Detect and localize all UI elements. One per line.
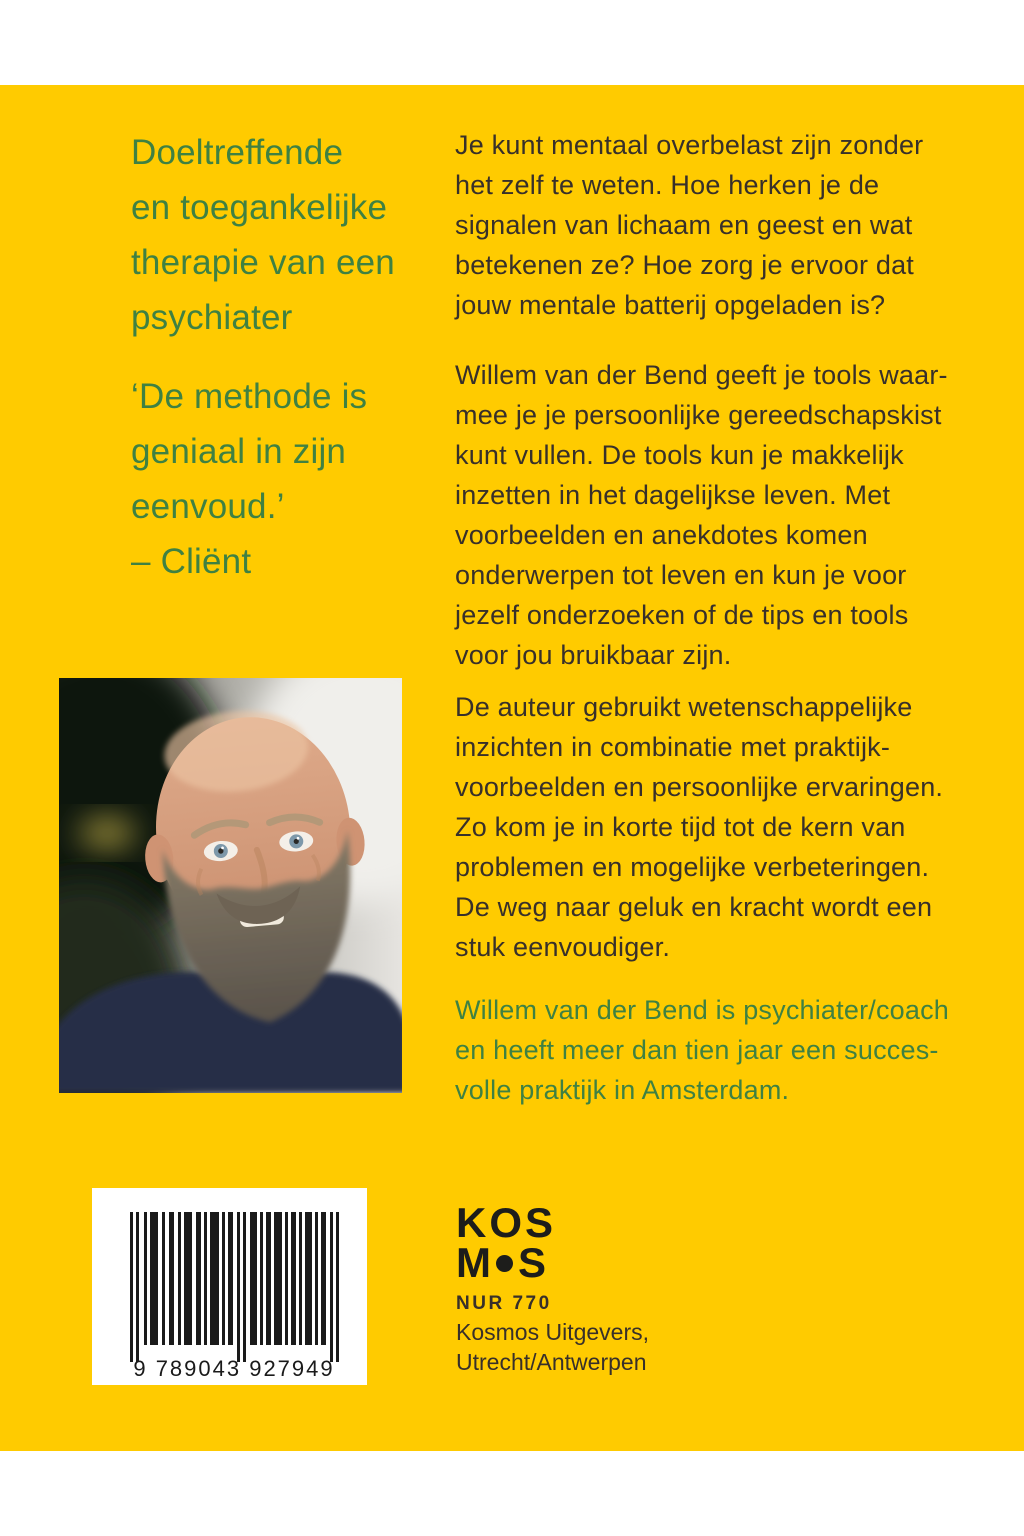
- logo-dot-icon: [496, 1255, 513, 1272]
- barcode: [92, 1188, 367, 1385]
- tagline: [131, 125, 395, 345]
- bio-line: volle praktijk in Amsterdam.: [455, 1075, 790, 1105]
- author-photo: [59, 678, 402, 1093]
- paragraph-line: voorbeelden en persoonlijke ervaringen.: [455, 772, 944, 802]
- kosmos-logo-m: M: [456, 1239, 494, 1286]
- paragraph-line: mee je je persoonlijke gereedschapskist: [455, 400, 942, 430]
- kosmos-logo: [456, 1199, 557, 1286]
- author-bio: [455, 990, 949, 1110]
- tagline-line: Doeltreffende: [131, 133, 344, 172]
- paragraph-line: inzichten in combinatie met praktijk-: [455, 732, 891, 762]
- publisher-name: Kosmos Uitgevers,: [456, 1319, 650, 1345]
- paragraph-line: betekenen ze? Hoe zorg je ervoor dat: [455, 250, 914, 280]
- client-quote: [131, 369, 367, 589]
- method-paragraph: [455, 687, 943, 967]
- kosmos-logo-row2: [456, 1239, 556, 1286]
- tagline-line: therapie van een: [131, 243, 395, 282]
- tagline-line: en toegankelijke: [131, 188, 388, 227]
- quote-line: eenvoud.’: [131, 487, 285, 526]
- tools-paragraph: [455, 355, 948, 675]
- paragraph-line: Je kunt mentaal overbelast zijn zonder: [455, 130, 924, 160]
- paragraph-line: problemen en mogelijke verbeteringen.: [455, 852, 930, 882]
- paragraph-line: jouw mentale batterij opgeladen is?: [455, 290, 886, 320]
- paragraph-line: signalen van lichaam en geest en wat: [455, 210, 913, 240]
- quote-line: – Cliënt: [131, 542, 252, 581]
- bio-line: en heeft meer dan tien jaar een succes-: [455, 1035, 939, 1065]
- paragraph-line: voor jou bruikbaar zijn.: [455, 640, 732, 670]
- kosmos-logo-row1: KOS: [456, 1199, 557, 1246]
- tagline-line: psychiater: [131, 298, 293, 337]
- quote-line: ‘De methode is: [131, 377, 368, 416]
- quote-line: geniaal in zijn: [131, 432, 347, 471]
- paragraph-line: stuk eenvoudiger.: [455, 932, 671, 962]
- paragraph-line: Willem van der Bend geeft je tools waar-: [455, 360, 948, 390]
- paragraph-line: voorbeelden en anekdotes komen: [455, 520, 868, 550]
- paragraph-line: Zo kom je in korte tijd tot de kern van: [455, 812, 906, 842]
- paragraph-line: jezelf onderzoeken of de tips en tools: [455, 600, 909, 630]
- barcode-digits: 9 789043 927949: [133, 1356, 335, 1381]
- bio-line: Willem van der Bend is psychiater/coach: [455, 995, 950, 1025]
- paragraph-line: De auteur gebruikt wetenschappelijke: [455, 692, 913, 722]
- paragraph-line: inzetten in het dagelijkse leven. Met: [455, 480, 891, 510]
- kosmos-logo-s: S: [518, 1239, 550, 1286]
- paragraph-line: kunt vullen. De tools kun je makkelijk: [455, 440, 904, 470]
- intro-paragraph: [455, 125, 923, 325]
- paragraph-line: onderwerpen tot leven en kun je voor: [455, 560, 907, 590]
- paragraph-line: De weg naar geluk en kracht wordt een: [455, 892, 933, 922]
- nur-code: NUR 770: [456, 1293, 552, 1314]
- paragraph-line: het zelf te weten. Hoe herken je de: [455, 170, 880, 200]
- cover-background: [0, 85, 1024, 1451]
- publisher-city: Utrecht/Antwerpen: [456, 1349, 647, 1375]
- barcode-bars: [92, 1188, 367, 1385]
